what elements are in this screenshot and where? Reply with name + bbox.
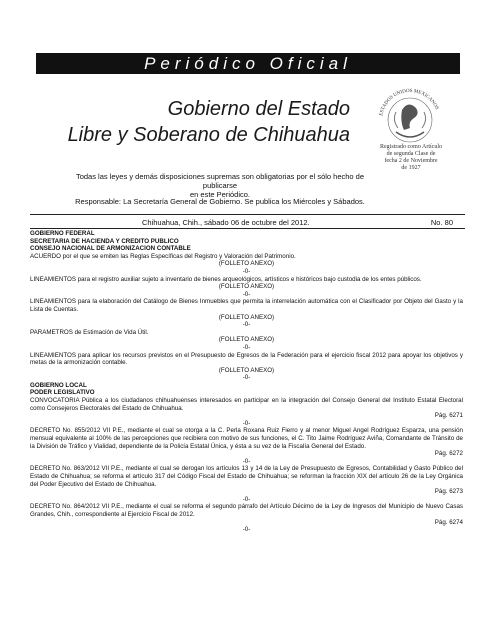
section-subheading: SECRETARIA DE HACIENDA Y CREDITO PUBLICO [30, 237, 179, 245]
list-item: LINEAMIENTOS para la elaboración del Catálogo de Bienes Inmuebles que permita la interrelación automática con el Clasificador por Objeto del Gasto y la Lista de Cuentas. [30, 298, 463, 313]
folleto-note: (FOLLETO ANEXO) [218, 366, 275, 374]
separator: -0- [242, 457, 251, 465]
separator: -0- [242, 495, 251, 503]
registration-note: Registrado como Artículo de segunda Clase de fecha 2 de Noviembre de 1927 [380, 144, 442, 171]
separator: -0- [242, 374, 251, 382]
government-title [40, 96, 350, 148]
folleto-note: (FOLLETO ANEXO) [218, 283, 275, 291]
list-item: LINEAMIENTOS para el registro auxiliar sujeto a inventario de bienes arqueológicos, artísticos e históricos bajo custodia de los entes públicos. [30, 275, 422, 283]
list-item: LINEAMIENTOS para aplicar los recursos previstos en el Presupuesto de Egresos de la Federación para el ejercicio fiscal 2012 para apoyar los objetivos y metas de la armonización contable. [30, 351, 463, 367]
title-line-2: Libre y Soberano de Chihuahua [67, 124, 350, 146]
page-reference: Pág. 6273 [434, 488, 463, 496]
section-subheading: PODER LEGISLATIVO [30, 389, 95, 397]
list-item: DECRETO No. 863/2012 VII P.E., mediante el cual se derogan los artículos 13 y 14 de la Ley de Presupuesto de Egresos, Contabilidad y Gasto Público del Estado de Chihuahua; se reforma el artículo 317 del Código Fiscal del Estado de Chihuahua; se reforman la fracción XIX del artículo 26 de la Ley Orgánica del Poder Ejecutivo del Estado de Chihuahua. [30, 465, 463, 488]
page-reference: Pág. 6274 [434, 518, 463, 526]
separator: -0- [242, 343, 251, 351]
separator: -0- [242, 290, 251, 298]
responsible-text: Responsable: La Secretaría General de Gobierno. Se publica los Miércoles y Sábados. [75, 197, 365, 206]
list-item: PARAMETROS de Estimación de Vida Útil. [30, 328, 149, 336]
title-line-1: Gobierno del Estado [167, 98, 350, 120]
folleto-note: (FOLLETO ANEXO) [218, 336, 275, 344]
seal-text: ESTADOS UNIDOS MEXICANOS [379, 88, 439, 117]
banner-title: Periódico Oficial [36, 53, 460, 74]
divider-bottom [30, 228, 465, 229]
list-item: CONVOCATORIA Pública a los ciudadanos chihuahuenses interesados en participar en la integración del Consejo General del Instituto Estatal Electoral como Consejeros Electorales del Estado de Chihuahua. [30, 397, 463, 412]
list-item: DECRETO No. 855/2012 VII P.E., mediante el cual se otorga a la C. Perla Roxana Ruiz Fierro y al menor Miguel Angel Rodríguez Esparza, una pensión mensual equivalente al 100% de las percepciones que recibiera con motivo de sus funciones, el C. Tito Jaime Rodríguez Aviña, Comandante de Tránsito de la División de Tráfico y Vialidad, dependiente de la Policía Estatal Única, y ésta a su vez de la Fiscalía General del Estado. [30, 427, 463, 450]
section-subheading: CONSEJO NACIONAL DE ARMONIZACION CONTABLE [30, 245, 191, 253]
page-reference: Pág. 6272 [434, 450, 463, 458]
separator: -0- [242, 419, 251, 427]
list-item: DECRETO No. 864/2012 VII P.E., mediante el cual se reforma el segundo párrafo del Artículo Décimo de la Ley de Ingresos del Municipio de Nuevo Casas Grandes, Chih., correspondiente al Ejercicio Fiscal de 2012. [30, 503, 463, 518]
table-of-contents [30, 230, 463, 534]
separator: -0- [242, 267, 251, 275]
list-item: ACUERDO por el que se emiten las Reglas Específicas del Registro y Valoración del Patrimonio. [30, 252, 296, 260]
page-reference: Pág. 6271 [434, 412, 463, 420]
folleto-note: (FOLLETO ANEXO) [218, 313, 275, 321]
intro-text: Todas las leyes y demás disposiciones supremas son obligatorias por el sólo hecho de publicarse en este Periódico. [75, 172, 365, 199]
section-heading: GOBIERNO LOCAL [30, 381, 87, 389]
section-heading: GOBIERNO FEDERAL [30, 230, 95, 237]
folleto-note: (FOLLETO ANEXO) [218, 260, 275, 268]
separator: -0- [242, 321, 251, 329]
national-seal-icon [372, 80, 448, 146]
separator: -0- [242, 526, 251, 534]
divider-top [30, 214, 465, 215]
date-text: Chihuahua, Chih., sábado 06 de octubre del 2012. [142, 218, 310, 227]
issue-number: No. 80 [430, 218, 453, 227]
